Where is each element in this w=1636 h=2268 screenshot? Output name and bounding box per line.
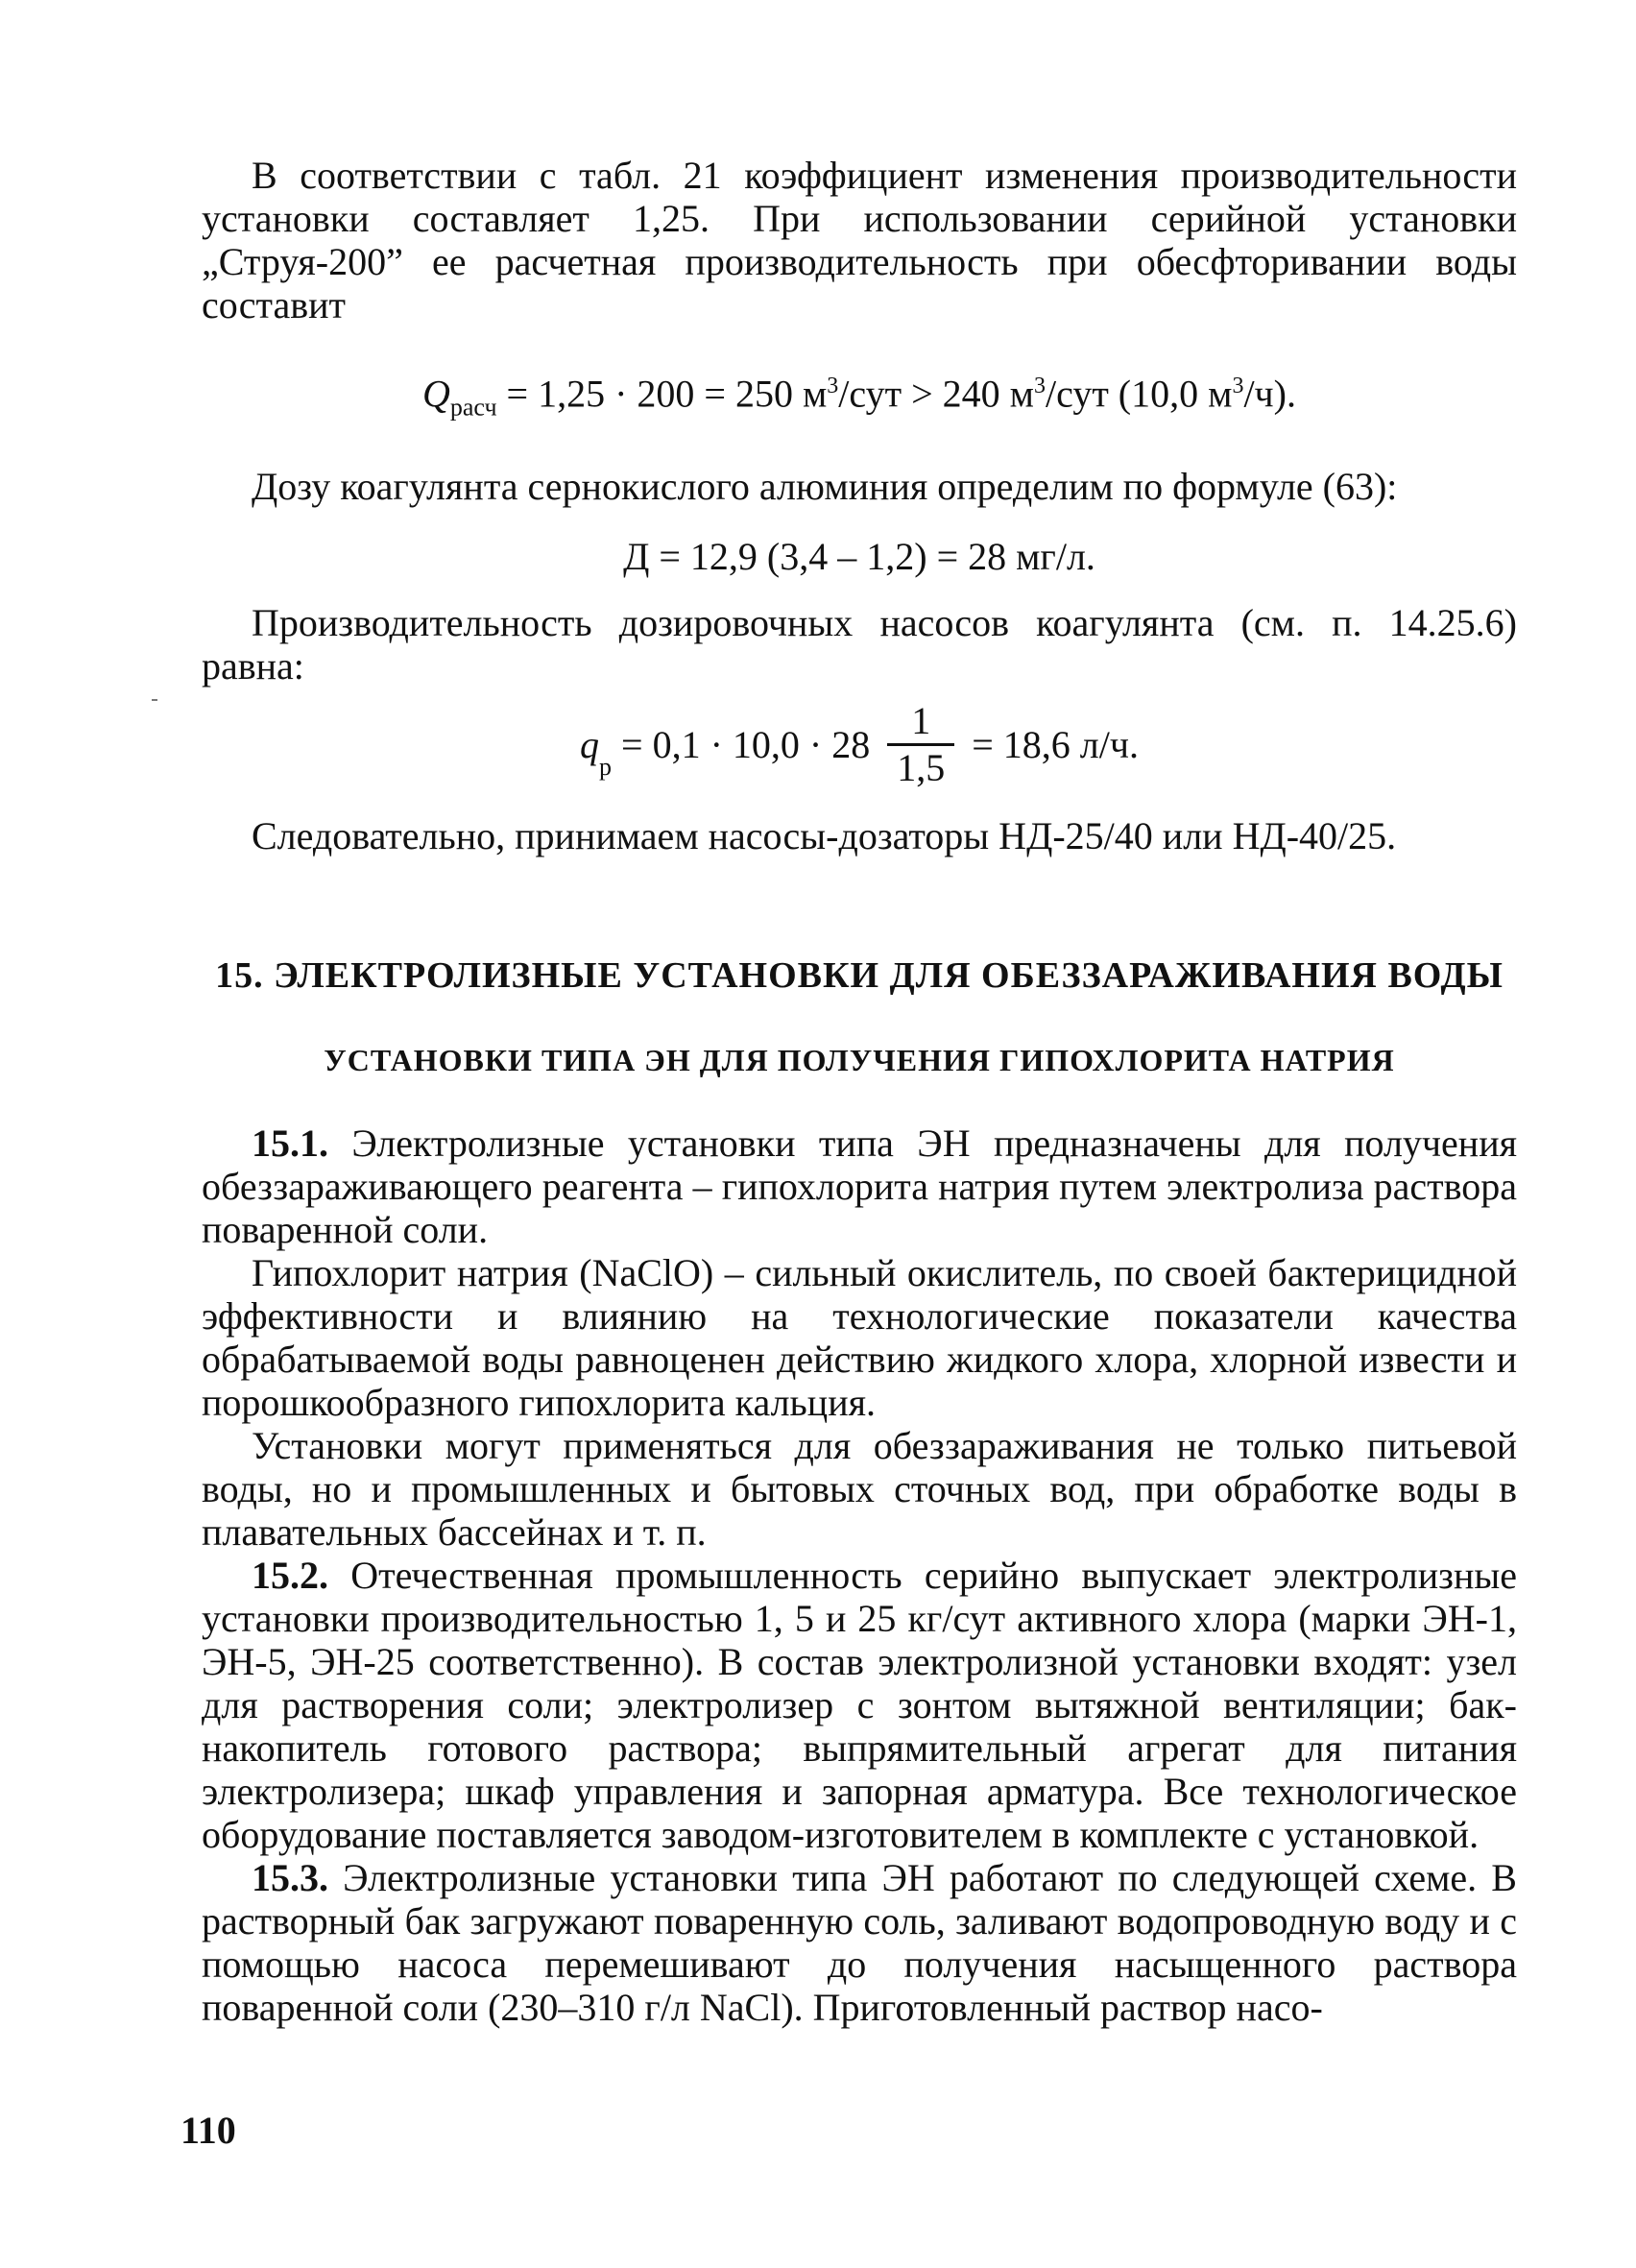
paragraph-15-1-text: Электролизные установки типа ЭН предназначены для получения обеззараживающего реагента – гипохлорита натрия путем электролиза раствора поваренной соли. xyxy=(202,1122,1517,1251)
formula-qp-mid: = 0,1 · 10,0 · 28 xyxy=(612,722,880,766)
formula-qp-result: = 18,6 л/ч. xyxy=(962,722,1139,766)
conclusion-block xyxy=(202,814,1517,857)
section-subtitle: УСТАНОВКИ ТИПА ЭН ДЛЯ ПОЛУЧЕНИЯ ГИПОХЛОРИТА НАТРИЯ xyxy=(324,1043,1395,1077)
paragraph-15-3-text: Электролизные установки типа ЭН работают по следующей схеме. В растворный бак загружают поваренную соль, заливают водопроводную воду и с помощью насоса перемешивают до получения насыщенного раствора поваренной соли (230–310 г/л NaCl). Приготовленный раствор насо- xyxy=(202,1856,1517,2029)
chapter-heading-block xyxy=(202,954,1517,997)
formula-q-symbol: Q xyxy=(422,372,450,416)
formula-qp xyxy=(202,699,1517,790)
section-number-15-3: 15.3. xyxy=(252,1856,328,1899)
paragraph-15-2-text: Отечественная промышленность серийно выпускает электролизные установки производительностью 1, 5 и 25 кг/сут активного хлора (марки ЭН-1, ЭН-5, ЭН-25 соответственно). В состав электролизной установки входят: узел для растворения соли; электролизер с зонтом вытяжной вентиляции; бак-накопитель готового раствора; выпрямительный агрегат для питания электролизера; шкаф управления и запорная арматура. Все технологическое оборудование поставляется заводом-изготовителем в комплекте с установкой. xyxy=(202,1554,1517,1856)
formula-q-part-a: = 1,25 · 200 = 250 м xyxy=(496,372,828,416)
fraction-denominator: 1,5 xyxy=(887,743,954,790)
paragraph-naclo: Гипохлорит натрия (NaClO) – сильный окислитель, по своей бактерицидной эффективности и влиянию на технологические показатели качества обрабатываемой воды равноценен действию жидкого хлора, хлорной извести и порошкообразного гипохлорита кальция. xyxy=(202,1251,1517,1424)
section-number-15-2: 15.2. xyxy=(252,1554,328,1597)
formula-dose xyxy=(202,534,1517,580)
formula-q-part-b: /сут > 240 м xyxy=(838,372,1034,416)
dose-block xyxy=(202,465,1517,508)
section-body xyxy=(202,1122,1517,2029)
intro-block xyxy=(202,154,1517,326)
section-number-15-1: 15.1. xyxy=(252,1122,328,1165)
chapter-title: 15. ЭЛЕКТРОЛИЗНЫЕ УСТАНОВКИ ДЛЯ ОБЕЗЗАРАЖИВАНИЯ ВОДЫ xyxy=(215,955,1504,996)
paragraph-15-1 xyxy=(202,1122,1517,1251)
formula-q-part-c: /сут (10,0 м xyxy=(1045,372,1233,416)
page-number: 110 xyxy=(180,2109,236,2152)
formula-sup: 3 xyxy=(827,374,839,398)
paragraph-dose: Дозу коагулянта сернокислого алюминия определим по формуле (63): xyxy=(252,465,1398,508)
formula-q-subscript: расч xyxy=(449,393,497,422)
paragraph-conclusion: Следовательно, принимаем насосы-дозаторы НД-25/40 или НД-40/25. xyxy=(252,814,1397,857)
subheading-block xyxy=(202,1043,1517,1078)
formula-q-part-d: /ч). xyxy=(1243,372,1296,416)
paragraph-application: Установки могут применяться для обеззараживания не только питьевой воды, но и промышленных и бытовых сточных вод, при обработке воды в плавательных бассейнах и т. п. xyxy=(202,1424,1517,1554)
paragraph-intro: В соответствии с табл. 21 коэффициент изменения производительности установки составляет 1,25. При использовании серийной установки „Струя-200” ее расчетная производительность при обесфторивании воды составит xyxy=(202,154,1517,326)
formula-q-raschet xyxy=(202,363,1517,430)
formula-dose-text: Д = 12,9 (3,4 – 1,2) = 28 мг/л. xyxy=(623,535,1095,578)
formula-sup: 3 xyxy=(1232,374,1244,398)
pumps-block xyxy=(202,601,1517,688)
paragraph-15-3 xyxy=(202,1856,1517,2029)
formula-qp-subscript: р xyxy=(599,753,613,781)
fraction-numerator: 1 xyxy=(911,699,931,742)
formula-qp-symbol: q xyxy=(580,722,600,766)
scan-mark xyxy=(152,699,157,701)
paragraph-pumps: Производительность дозировочных насосов коагулянта (см. п. 14.25.6) равна: xyxy=(202,601,1517,688)
paragraph-15-2 xyxy=(202,1554,1517,1856)
formula-qp-fraction xyxy=(887,699,954,790)
formula-sup: 3 xyxy=(1033,374,1046,398)
